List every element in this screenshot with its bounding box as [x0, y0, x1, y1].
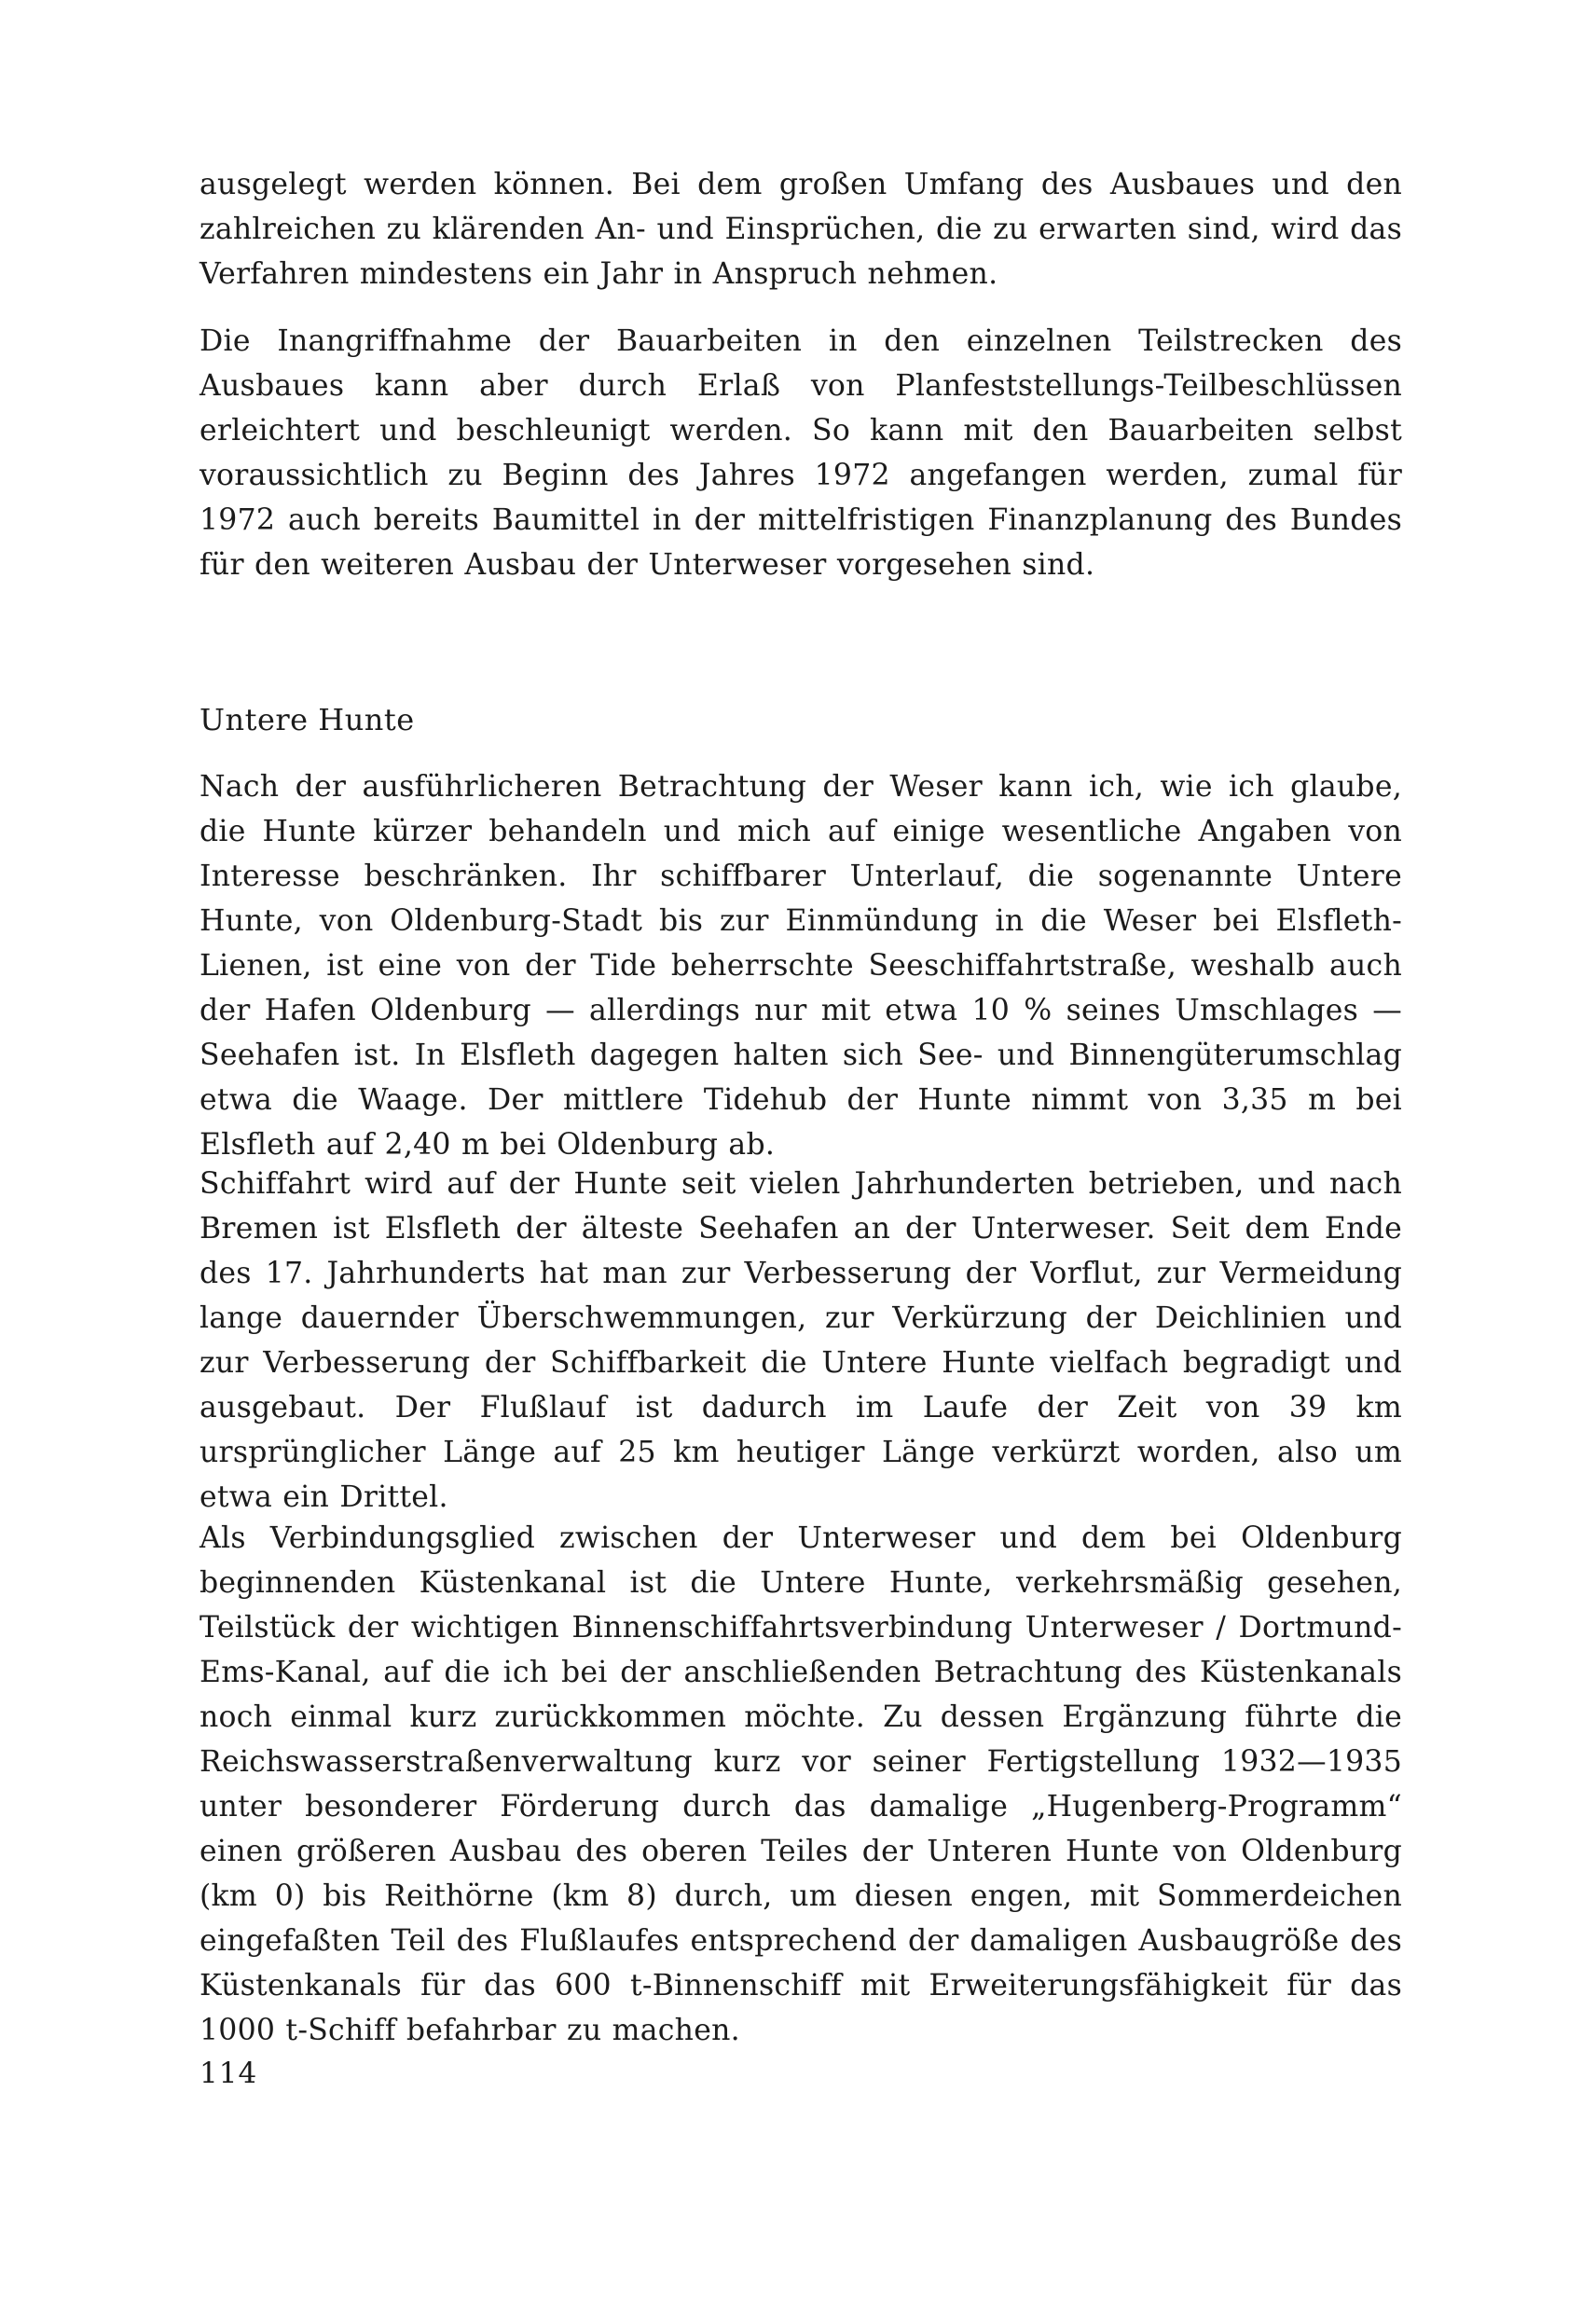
paragraph-2: Die Inangriffnahme der Bauarbeiten in den einzelnen Teilstrecken des Ausbaues kann aber durch Erlaß von Planfeststellungs-Teilbeschlüssen erleichtert und beschleunigt werden. So kann mit den Bauarbeiten selbst voraussichtlich zu Beginn des Jahres 1972 angefangen werden, zumal für 1972 auch bereits Baumittel in der mittelfristigen Finanzplanung des Bundes für den weiteren Ausbau der Unterweser vorgesehen sind. [200, 324, 1402, 582]
section-heading: Untere Hunte [200, 702, 415, 737]
paragraph-3: Nach der ausführlicheren Betrachtung der Weser kann ich, wie ich glaube, die Hunte kürzer behandeln und mich auf einige wesentliche Angaben von Interesse beschränken. Ihr schiffbarer Unterlauf, die sogenannte Untere Hunte, von Oldenburg-Stadt bis zur Einmündung in die Weser bei Elsfleth-Lienen, ist eine von der Tide beherrschte Seeschiffahrtstraße, weshalb auch der Hafen Oldenburg — allerdings nur mit etwa 10 % seines Umschlages — Seehafen ist. In Elsfleth dagegen halten sich See- und Binnengüterumschlag etwa die Waage. Der mittlere Tidehub der Hunte nimmt von 3,35 m bei Elsfleth auf 2,40 m bei Oldenburg ab. [200, 770, 1402, 1162]
paragraph-5: Als Verbindungsglied zwischen der Unterweser und dem bei Oldenburg beginnenden Küstenkanal ist die Untere Hunte, verkehrsmäßig gesehen, Teilstück der wichtigen Binnenschiffahrtsverbindung Unterweser / Dortmund-Ems-Kanal, auf die ich bei der anschließenden Betrachtung des Küstenkanals noch einmal kurz zurückkommen möchte. Zu dessen Ergänzung führte die Reichswasserstraßenverwaltung kurz vor seiner Fertigstellung 1932—1935 unter besonderer Förderung durch das damalige „Hugenberg-Programm“ einen größeren Ausbau des oberen Teiles der Unteren Hunte von Oldenburg (km 0) bis Reithörne (km 8) durch, um diesen engen, mit Sommerdeichen eingefaßten Teil des Flußlaufes entsprechend der damaligen Ausbaugröße des Küstenkanals für das 600 t-Binnenschiff mit Erweiterungsfähigkeit für das 1000 t-Schiff befahrbar zu machen. [200, 1521, 1402, 2047]
page-number: 114 [200, 2057, 258, 2090]
paragraph-4: Schiffahrt wird auf der Hunte seit vielen Jahrhunderten betrieben, und nach Bremen ist Elsfleth der älteste Seehafen an der Unterweser. Seit dem Ende des 17. Jahrhunderts hat man zur Verbesserung der Vorflut, zur Vermeidung lange dauernder Überschwemmungen, zur Verkürzung der Deichlinien und zur Verbesserung der Schiffbarkeit die Untere Hunte vielfach begradigt und ausgebaut. Der Flußlauf ist dadurch im Laufe der Zeit von 39 km ursprünglicher Länge auf 25 km heutiger Länge verkürzt worden, also um etwa ein Drittel. [200, 1167, 1402, 1514]
paragraph-1: ausgelegt werden können. Bei dem großen Umfang des Ausbaues und den zahlreichen zu klärenden An- und Einsprüchen, die zu erwarten sind, wird das Verfahren mindestens ein Jahr in Anspruch nehmen. [200, 168, 1402, 291]
